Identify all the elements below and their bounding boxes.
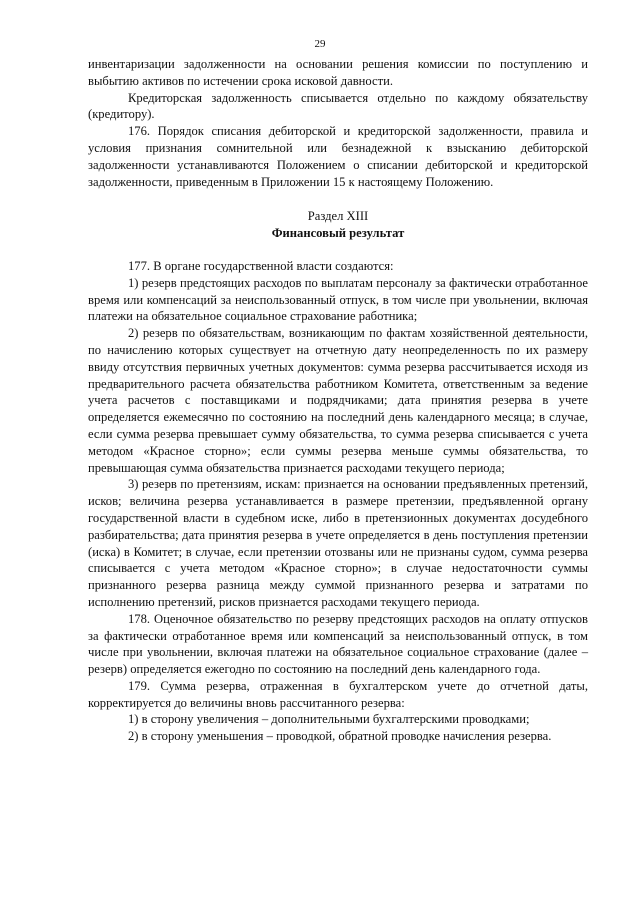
section-title: Финансовый результат	[271, 226, 405, 241]
paragraph-creditor-debt: Кредиторская задолженность списывается отдельно по каждому обязательству (кредитору).	[88, 90, 588, 122]
list-item-177-2: 2) резерв по обязательствам, возникающим по фактам хозяйственной деятельности, по начислению которых существует на отчетную дату неопределенность по их размеру ввиду отсутствия первичных учетных документов: сумма резерва рассчитывается исходя из предварительного расчета обязательства работником Комитета, ответственным за ведение учета расчетов с поставщиками и подрядчиками; дата принятия резерва в учете определяется ежемесячно по состоянию на последний день календарного месяца; в случае, если сумма резерва превышает сумму обязательства, то сумма резерва списывается с учета методом «Красное сторно»; если суммы резерва меньше суммы обязательства, то превышающая сумма обязательства признается расходами текущего периода;	[88, 326, 588, 475]
list-item-177-3: 3) резерв по претензиям, искам: признается на основании предъявленных претензий, исков; величина резерва устанавливается в размере претензии, предъявленной органу государственной власти в судебном иске, либо в претензионных документах досудебного разбирательства; дата принятия резерва в учете определяется в день поступления претензии (иска) в Комитет; в случае, если претензии отозваны или не признаны судом, сумма резерва списывается с учета методом «Красное сторно»; в случае недостаточности суммы признанного резерва разница между суммой признанного резерва и затратами по исполнению претензий, рисков признается расходами текущего периода.	[88, 477, 588, 609]
page-number: 29	[314, 38, 326, 50]
paragraph-continuation: инвентаризации задолженности на основании решения комиссии по поступлению и выбытию активов по истечении срока исковой давности.	[88, 57, 588, 88]
list-item-177-1: 1) резерв предстоящих расходов по выплатам персоналу за фактически отработанное время или компенсаций за неиспользованный отпуск, в том числе при увольнении, включая платежи на обязательное социальное страхование работника;	[88, 275, 588, 324]
section-label: Раздел XIII	[307, 209, 369, 224]
paragraph-178: 178. Оценочное обязательство по резерву предстоящих расходов на оплату отпусков за фактически отработанное время или компенсаций за неиспользованный отпуск, в том числе при увольнении, включая платежи на обязательное социальное страхование (далее – резерв) определяется ежегодно по состоянию на последний день календарного года.	[88, 611, 588, 677]
paragraph-177: 177. В органе государственной власти создаются:	[128, 258, 394, 273]
list-item-179-1: 1) в сторону увеличения – дополнительными бухгалтерскими проводками;	[128, 712, 530, 727]
paragraph-179: 179. Сумма резерва, отраженная в бухгалтерском учете до отчетной даты, корректируется до величины вновь рассчитанного резерва:	[88, 678, 588, 710]
paragraph-176: 176. Порядок списания дебиторской и кредиторской задолженности, правила и условия признания сомнительной или безнадежной к взысканию дебиторской задолженности устанавливаются Положением о списании дебиторской и кредиторской задолженности, приведенным в Приложении 15 к настоящему Положению.	[88, 124, 588, 189]
list-item-179-2: 2) в сторону уменьшения – проводкой, обратной проводке начисления резерва.	[128, 729, 552, 744]
document-body	[88, 56, 588, 745]
section-heading	[88, 208, 588, 242]
